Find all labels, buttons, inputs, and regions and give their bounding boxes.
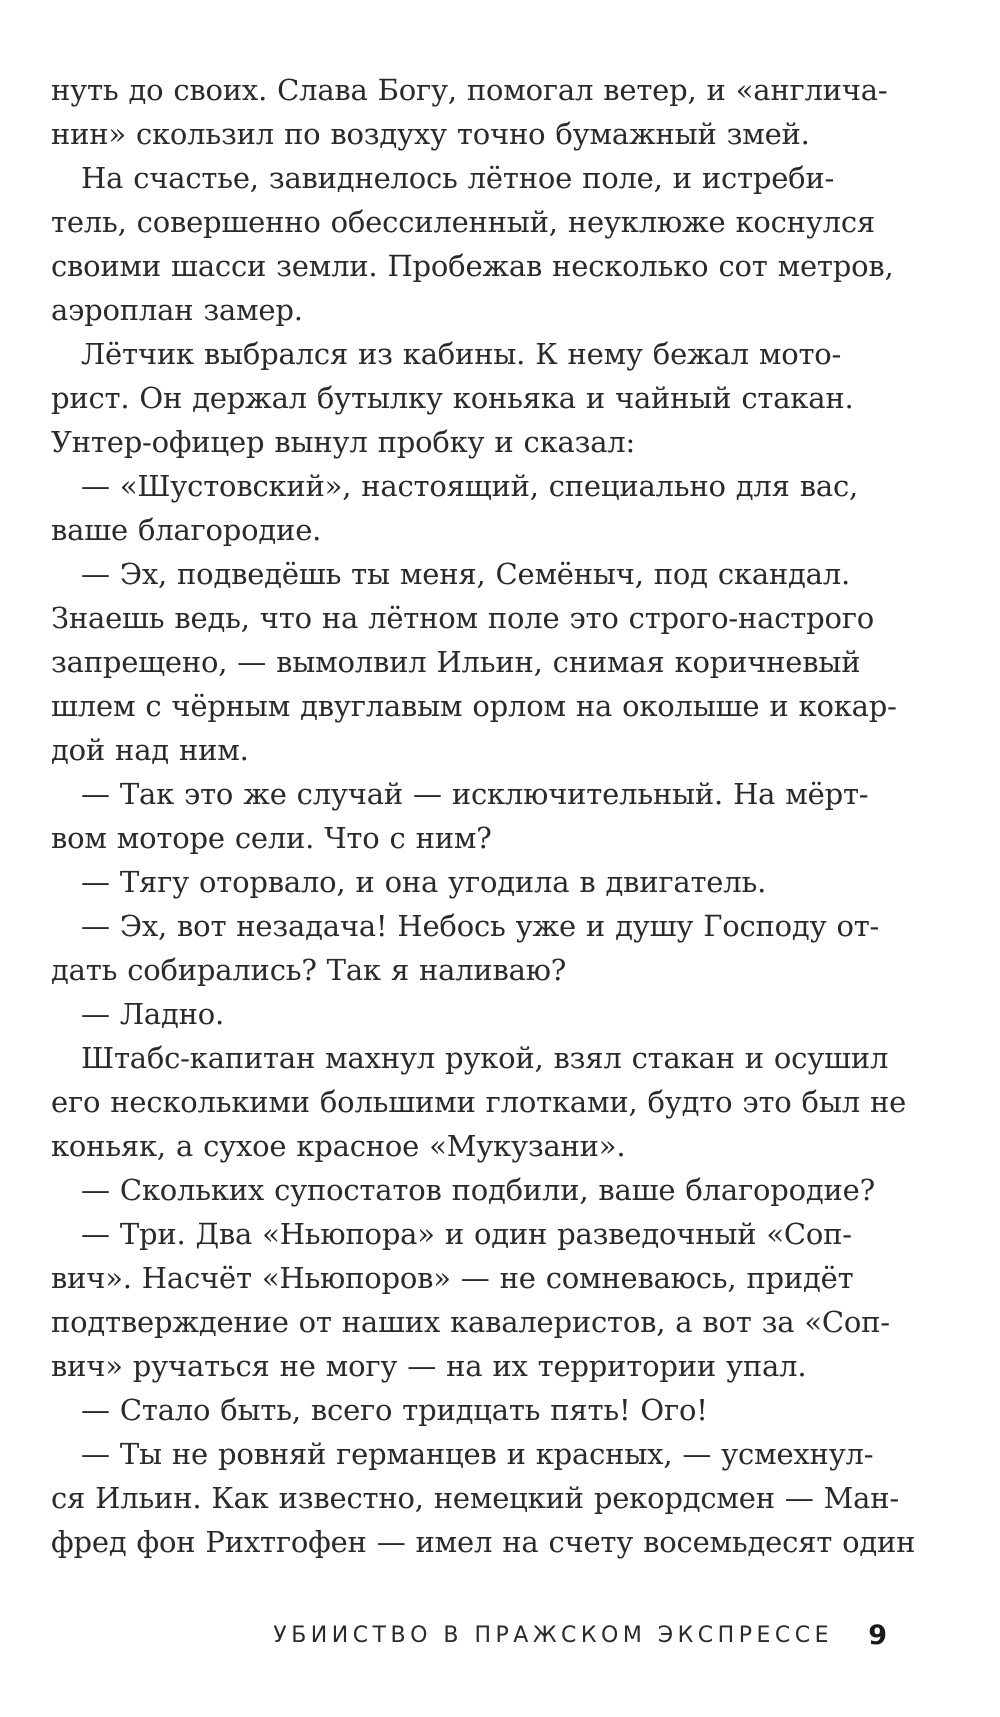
text-line: шлем с чёрным двуглавым орлом на околыше и кокар-	[51, 689, 897, 723]
text-line: — Тягу оторвало, и она угодила в двигатель.	[51, 865, 767, 899]
text-line: ваше благородие.	[51, 513, 322, 547]
text-line: нуть до своих. Слава Богу, помогал ветер, и «англича-	[51, 73, 888, 107]
page-footer	[0, 1616, 887, 1656]
text-line: дой над ним.	[51, 733, 249, 767]
body-text	[51, 68, 916, 1564]
text-line: тель, совершенно обессиленный, неуклюже коснулся	[51, 205, 876, 239]
text-line: — Стало быть, всего тридцать пять! Ого!	[51, 1393, 708, 1427]
text-line: — Ты не ровняй германцев и красных, — усмехнул-	[51, 1437, 874, 1471]
text-line: — Три. Два «Ньюпора» и один разведочный «Соп-	[51, 1217, 852, 1251]
text-line: вич». Насчёт «Ньюпоров» — не сомневаюсь, придёт	[51, 1261, 854, 1295]
text-line: вич» ручаться не могу — на их территории упал.	[51, 1349, 807, 1383]
text-line: — Ладно.	[51, 997, 225, 1031]
text-line: — Эх, вот незадача! Небось уже и душу Господу от-	[51, 909, 880, 943]
text-line: вом моторе сели. Что с ним?	[51, 821, 492, 855]
text-line: фред фон Рихтгофен — имел на счету восемьдесят один	[51, 1525, 916, 1559]
text-line: На счастье, завиднелось лётное поле, и истреби-	[51, 161, 835, 195]
text-line: своими шасси земли. Пробежав несколько сот метров,	[51, 249, 894, 283]
running-title: УБИИСТВО В ПРАЖСКОМ ЭКСПРЕССЕ	[273, 1623, 833, 1648]
text-line: его несколькими большими глотками, будто это был не	[51, 1085, 907, 1119]
text-line: аэроплан замер.	[51, 293, 303, 327]
page-number: 9	[868, 1620, 887, 1651]
text-line: Унтер-офицер вынул пробку и сказал:	[51, 425, 636, 459]
text-line: нин» скользил по воздуху точно бумажный змей.	[51, 117, 810, 151]
text-line: запрещено, — вымолвил Ильин, снимая коричневый	[51, 645, 861, 679]
text-line: дать собирались? Так я наливаю?	[51, 953, 567, 987]
text-line: Лётчик выбрался из кабины. К нему бежал мото-	[51, 337, 842, 371]
text-line: коньяк, а сухое красное «Мукузани».	[51, 1129, 626, 1163]
text-line: Штабс-капитан махнул рукой, взял стакан и осушил	[51, 1041, 889, 1075]
text-line: — «Шустовский», настоящий, специально для вас,	[51, 469, 859, 503]
text-line: рист. Он держал бутылку коньяка и чайный стакан.	[51, 381, 854, 415]
text-line: — Скольких супостатов подбили, ваше благородие?	[51, 1173, 875, 1207]
text-line: Знаешь ведь, что на лётном поле это строго-настрого	[51, 601, 875, 635]
text-line: ся Ильин. Как известно, немецкий рекордсмен — Ман-	[51, 1481, 899, 1515]
text-line: — Эх, подведёшь ты меня, Семёныч, под скандал.	[51, 557, 851, 591]
text-line: — Так это же случай — исключительный. На мёрт-	[51, 777, 869, 811]
text-line: подтверждение от наших кавалеристов, а вот за «Соп-	[51, 1305, 890, 1339]
